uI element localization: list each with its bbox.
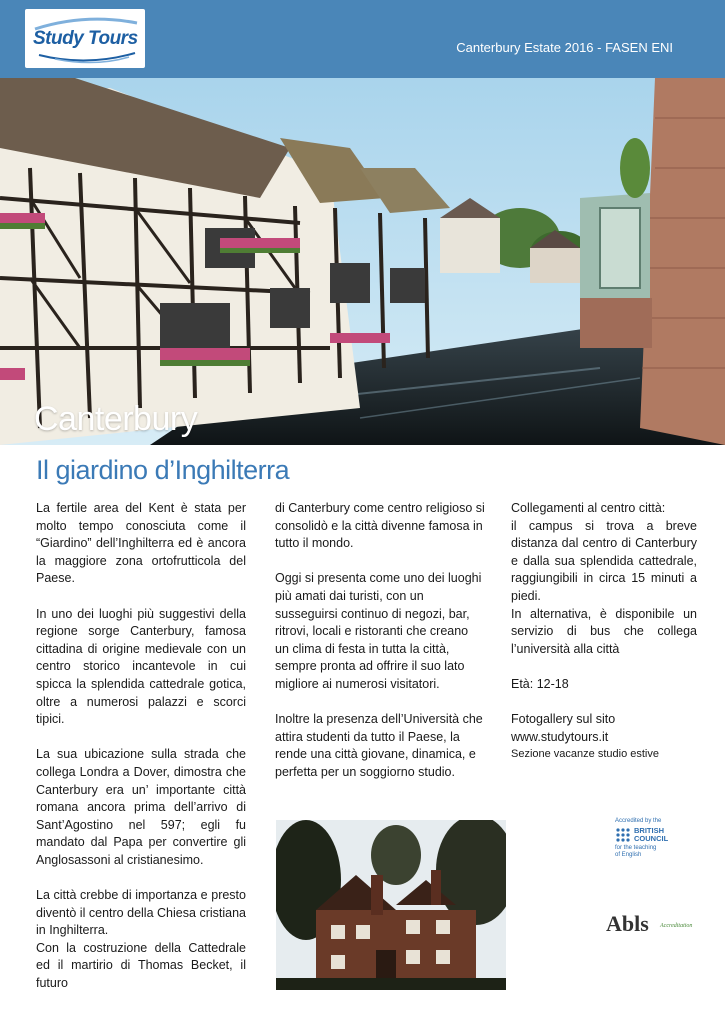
canterbury-river-illustration: [0, 78, 725, 445]
paragraph: La città crebbe di importanza e presto diventò il centro della Chiesa cristiana in Inghilterra.: [36, 888, 246, 938]
paragraph: In alternativa, è disponibile un servizio di bus che collega l’università alla città: [511, 606, 697, 656]
hero-title: Canterbury: [34, 400, 198, 438]
abls-tagline: Accreditation: [660, 923, 693, 929]
column-heading: Collegamenti al centro città:: [511, 501, 666, 515]
campus-photo: [276, 820, 506, 990]
abls-logo: [606, 911, 706, 941]
hero-image: [0, 78, 725, 445]
bc-name-line-1: BRITISH: [634, 826, 664, 835]
section-subtitle: Il giardino d’Inghilterra: [36, 455, 290, 485]
paragraph: il campus si trova a breve distanza dal centro di Canterbury e dalla sua splendida cattedrale, raggiungibili in circa 15 minuti a piedi.: [511, 518, 697, 603]
paragraph: La sua ubicazione sulla strada che collega Londra a Dover, dimostra che Canterbury era un’ importante città romana ancora prima dell’arrivo di Sant’Agostino nel 597; egli fu mandato dal Papa per convertire gli Anglosassoni al cristianesimo.: [36, 747, 246, 867]
british-council-logo: [615, 818, 680, 870]
gallery-label: Fotogallery sul sito: [511, 712, 616, 727]
paragraph: La fertile area del Kent è stata per molto tempo conosciuta come il “Giardino” dell’Inghilterra ed è ancora la maggiore zona ortofrutticola del Paese.: [36, 501, 246, 586]
paragraph: di Canterbury come centro religioso si consolidò e la città divenne famosa in tutto il mondo.: [275, 501, 485, 551]
campus-building-illustration: [276, 820, 506, 990]
paragraph: Inoltre la presenza dell’Università che attira studenti da tutto il Paese, la rende una città giovane, dinamica, e perfetta per un soggiorno studio.: [275, 712, 483, 779]
paragraph: Oggi si presenta come uno dei luoghi più amati dai turisti, con un susseguirsi continuo di negozi, bar, ritrovi, locali e ristoranti che creano un clima di festa in tutta la città, sempre pronta ad offrire il suo lato migliore ai numerosi visitatori.: [275, 571, 482, 691]
logo-text: Study Tours: [33, 28, 138, 49]
text-column-3: [511, 500, 697, 764]
bc-accredited-text: Accredited by the: [615, 818, 662, 824]
bc-of-text: of English: [615, 852, 642, 858]
british-council-dots-icon: [615, 827, 631, 843]
header-title: Canterbury Estate 2016 - FASEN ENI: [456, 40, 673, 55]
bc-name-line-2: COUNCIL: [634, 834, 669, 843]
age-range: Età: 12-18: [511, 676, 569, 691]
abls-name: Abls: [606, 911, 649, 936]
header-bar: [0, 0, 725, 78]
paragraph: In uno dei luoghi più suggestivi della regione sorge Canterbury, famosa cittadina di origine medievale con un centro storico incantevole in cui spicca la splendida cattedrale gotica, oltre a numerosi palazzi e scorci tipici.: [36, 606, 246, 727]
paragraph: Con la costruzione della Cattedrale ed il martirio di Thomas Becket, il futuro: [36, 940, 246, 991]
text-column-1: [36, 500, 246, 993]
bc-for-text: for the teaching: [615, 845, 657, 851]
gallery-link[interactable]: www.studytours.it: [511, 729, 609, 744]
gallery-section: Sezione vacanze studio estive: [511, 748, 659, 761]
text-column-2: [275, 500, 485, 799]
study-tours-logo[interactable]: [25, 9, 145, 68]
